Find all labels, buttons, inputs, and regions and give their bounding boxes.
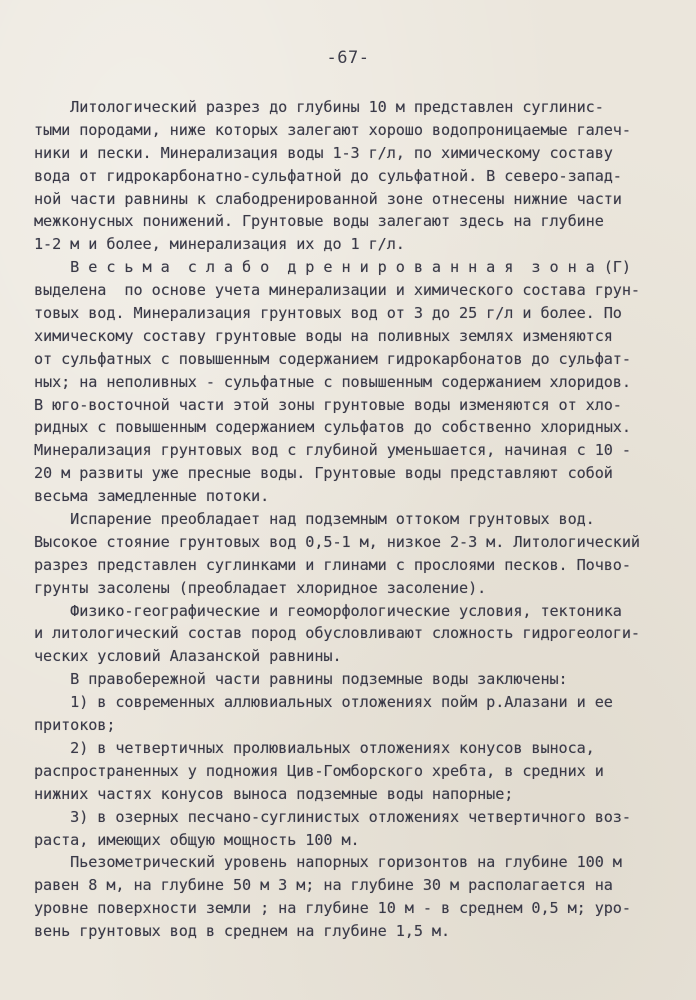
text-line: В юго-восточной части этой зоны грунтовые воды изменяются от хло- [34,395,622,414]
text-line: Пьезометрический уровень напорных горизонтов на глубине 100 м [34,853,622,872]
text-line: В е с ь м а с л а б о д р е н и р о в а н н а я з о н а (Г) [34,258,631,277]
text-line: ческих условий Алазанской равнины. [34,647,342,666]
text-line: В правобережной части равнины подземные воды заключены: [34,670,568,689]
text-line: ных; на неполивных - сульфатные с повышенным содержанием хлоридов. [34,372,631,391]
paragraph [34,256,664,508]
text-line: ники и пески. Минерализация воды 1-3 г/л, по химическому составу [34,143,613,162]
text-line: ной части равнины к слабодренированной зоне отнесены нижние части [34,189,622,208]
text-line: разрез представлен суглинками и глинами с прослоями песков. Почво- [34,555,631,574]
text-line: 3) в озерных песчано-суглинистых отложениях четвертичного воз- [34,807,631,826]
text-line: уровне поверхности земли ; на глубине 10 м - в среднем 0,5 м; уро- [34,899,631,918]
paragraph [34,737,664,806]
text-line: весьма замедленные потоки. [34,487,270,506]
text-line: химическому составу грунтовые воды на поливных землях изменяются [34,326,613,345]
text-line: вень грунтовых вод в среднем на глубине 1,5 м. [34,922,451,941]
text-line: распространенных у подножия Цив-Гомборского хребта, в средних и [34,761,604,780]
text-line: и литологический состав пород обусловливают сложность гидрогеологи- [34,624,640,643]
text-line: 20 м развиты уже пресные воды. Грунтовые воды представляют собой [34,464,613,483]
text-line: товых вод. Минерализация грунтовых вод от 3 до 25 г/л и более. По [34,304,622,323]
paragraph [34,600,664,669]
text-line: Высокое стояние грунтовых вод 0,5-1 м, низкое 2-3 м. Литологический [34,532,640,551]
paragraph [34,806,664,852]
text-line: грунты засолены (преобладает хлоридное засоление). [34,578,487,597]
text-line: 1) в современных аллювиальных отложениях пойм р.Алазани и ее [34,693,613,712]
text-line: 1-2 м и более, минерализация их до 1 г/л. [34,235,405,254]
paragraph [34,508,664,600]
paragraph [34,96,664,256]
page-number: -67- [326,48,370,68]
text-line: выделена по основе учета минерализации и химического состава грун- [34,281,640,300]
paragraph [34,691,664,737]
text-line: межконусных понижений. Грунтовые воды залегают здесь на глубине [34,212,604,231]
paragraph [34,668,664,691]
text-line: 2) в четвертичных пролювиальных отложениях конусов выноса, [34,738,595,757]
text-line: равен 8 м, на глубине 50 м 3 м; на глубине 30 м располагается на [34,876,613,895]
text-line: раста, имеющих общую мощность 100 м. [34,830,360,849]
text-line: Литологический разрез до глубины 10 м представлен суглинис- [34,98,604,116]
text-line: Минерализация грунтовых вод с глубиной уменьшается, начиная с 10 - [34,441,631,460]
paragraph [34,851,664,943]
document-body [34,96,664,943]
text-line: Физико-географические и геоморфологические условия, тектоника [34,601,622,620]
text-line: нижних частях конусов выноса подземные воды напорные; [34,784,514,803]
text-line: ридных с повышенным содержанием сульфатов до собственно хлоридных. [34,418,631,437]
text-line: тыми породами, ниже которых залегают хорошо водопроницаемые галеч- [34,120,631,139]
text-line: притоков; [34,716,116,735]
text-line: Испарение преобладает над подземным оттоком грунтовых вод. [34,510,595,529]
text-line: от сульфатных с повышенным содержанием гидрокарбонатов до сульфат- [34,349,631,368]
text-line: вода от гидрокарбонатно-сульфатной до сульфатной. В северо-запад- [34,166,622,185]
